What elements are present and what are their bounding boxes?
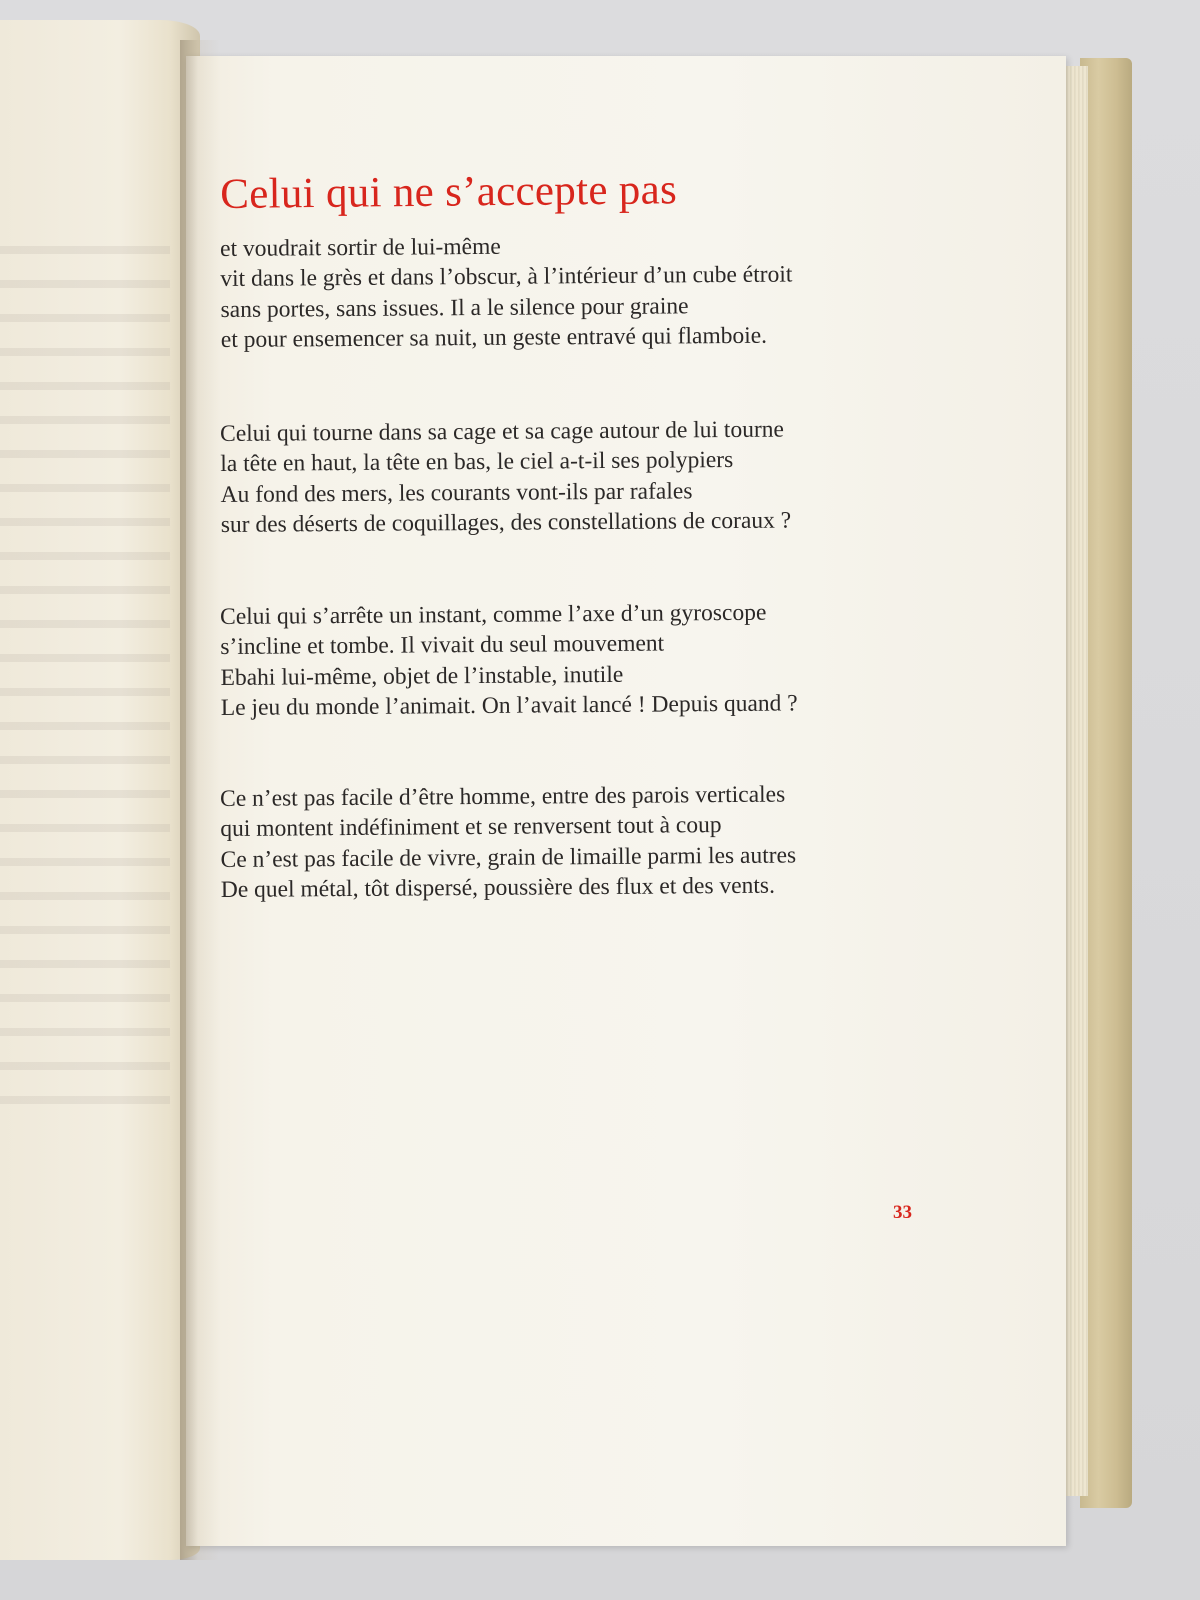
stanza-3 [220, 597, 798, 723]
poem-line: Ebahi lui-même, objet de l’instable, inutile [220, 661, 624, 691]
page-number: 33 [893, 1202, 912, 1223]
poem-title: Celui qui ne s’accepte pas [220, 166, 678, 218]
poem-line: la tête en haut, la tête en bas, le ciel a-t-il ses polypiers [220, 447, 734, 478]
left-page-show-through-text [0, 220, 170, 1120]
poem-line: sur des déserts de coquillages, des constellations de coraux ? [220, 507, 792, 539]
poem-line: et voudrait sortir de lui-même [220, 233, 501, 262]
left-page [0, 20, 200, 1560]
book-gutter-shadow [180, 40, 220, 1560]
poem-line: sans portes, sans issues. Il a le silence pour graine [220, 293, 689, 323]
poem-line: et pour ensemencer sa nuit, un geste entravé qui flamboie. [220, 322, 768, 354]
poem-line: De quel métal, tôt dispersé, poussière des flux et des vents. [220, 872, 775, 904]
stanza-1 [220, 230, 793, 356]
poem-line: vit dans le grès et dans l’obscur, à l’intérieur d’un cube étroit [220, 261, 793, 293]
poem-line: Celui qui s’arrête un instant, comme l’axe d’un gyroscope [220, 599, 767, 630]
poem-line: Ce n’est pas facile d’être homme, entre des parois verticales [220, 781, 786, 812]
poem-line: Celui qui tourne dans sa cage et sa cage autour de lui tourne [220, 416, 785, 447]
poem-line: Le jeu du monde l’animait. On l’avait lancé ! Depuis quand ? [220, 690, 798, 722]
poem-line: Ce n’est pas facile de vivre, grain de limaille parmi les autres [220, 842, 797, 873]
poem-line: s’incline et tombe. Il vivait du seul mouvement [220, 630, 665, 661]
poem-line: Au fond des mers, les courants vont-ils par rafales [220, 478, 693, 508]
stanza-2 [220, 415, 791, 541]
poem-line: qui montent indéfiniment et se renversent tout à coup [220, 812, 722, 843]
stanza-4 [220, 779, 796, 905]
